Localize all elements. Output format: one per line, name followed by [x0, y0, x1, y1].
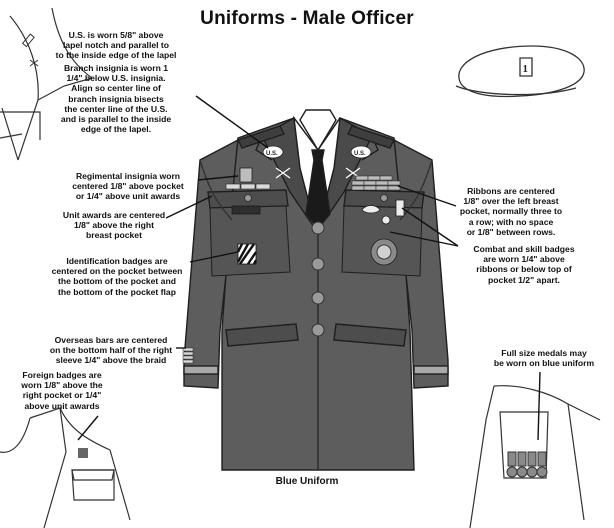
unit-awards — [226, 184, 270, 189]
medals — [507, 452, 547, 477]
note-foreign-badges: Foreign badges are worn 1/8" above the right pocket or 1/4" above unit awards — [21, 370, 103, 411]
note-overseas-bars: Overseas bars are centered on the bottom half of the right sleeve 1/4" above the braid — [49, 335, 173, 366]
us-insignia-right-text: U.S. — [354, 151, 366, 157]
note-identification-badges: Identification badges are centered on the pocket between the bottom of the pocket and the bottom of the pocket flap — [51, 256, 183, 297]
note-branch-insignia: Branch insignia is worn 1 1/4" below U.S. insignia. Align so center line of branch insignia bisects the center line of the U.S. and is parallel to the inside edge of the lapel. — [60, 63, 172, 135]
note-full-size-medals: Full size medals may be worn on blue uniform — [493, 348, 595, 369]
page-title: Uniforms - Male Officer — [200, 8, 414, 29]
note-ribbons: Ribbons are centered 1/8" over the left breast pocket, normally three to a row; with no space or 1/8" between rows. — [459, 186, 563, 237]
uniform-caption: Blue Uniform — [275, 476, 339, 487]
note-us-insignia: U.S. is worn 5/8" above lapel notch and parallel to to the inside edge of the lapel — [55, 30, 177, 61]
beret-flash-mark: 1 — [522, 63, 528, 75]
name-plate — [232, 206, 260, 214]
beret — [456, 46, 584, 96]
identification-badge — [238, 244, 256, 264]
note-regimental-insignia: Regimental insignia worn centered 1/8" above pocket or 1/4" above unit awards — [72, 171, 184, 202]
jacket — [184, 110, 448, 470]
note-combat-skill-badges: Combat and skill badges are worn 1/4" above ribbons or below top of pocket 1/2" apart. — [473, 244, 575, 285]
foreign-badge-mark — [78, 448, 88, 458]
us-insignia-left-text: U.S. — [266, 151, 278, 157]
note-unit-awards: Unit awards are centered 1/8" above the right breast pocket — [62, 210, 166, 241]
regimental-insignia — [240, 168, 252, 182]
foreign-badge-sketch — [0, 408, 130, 528]
